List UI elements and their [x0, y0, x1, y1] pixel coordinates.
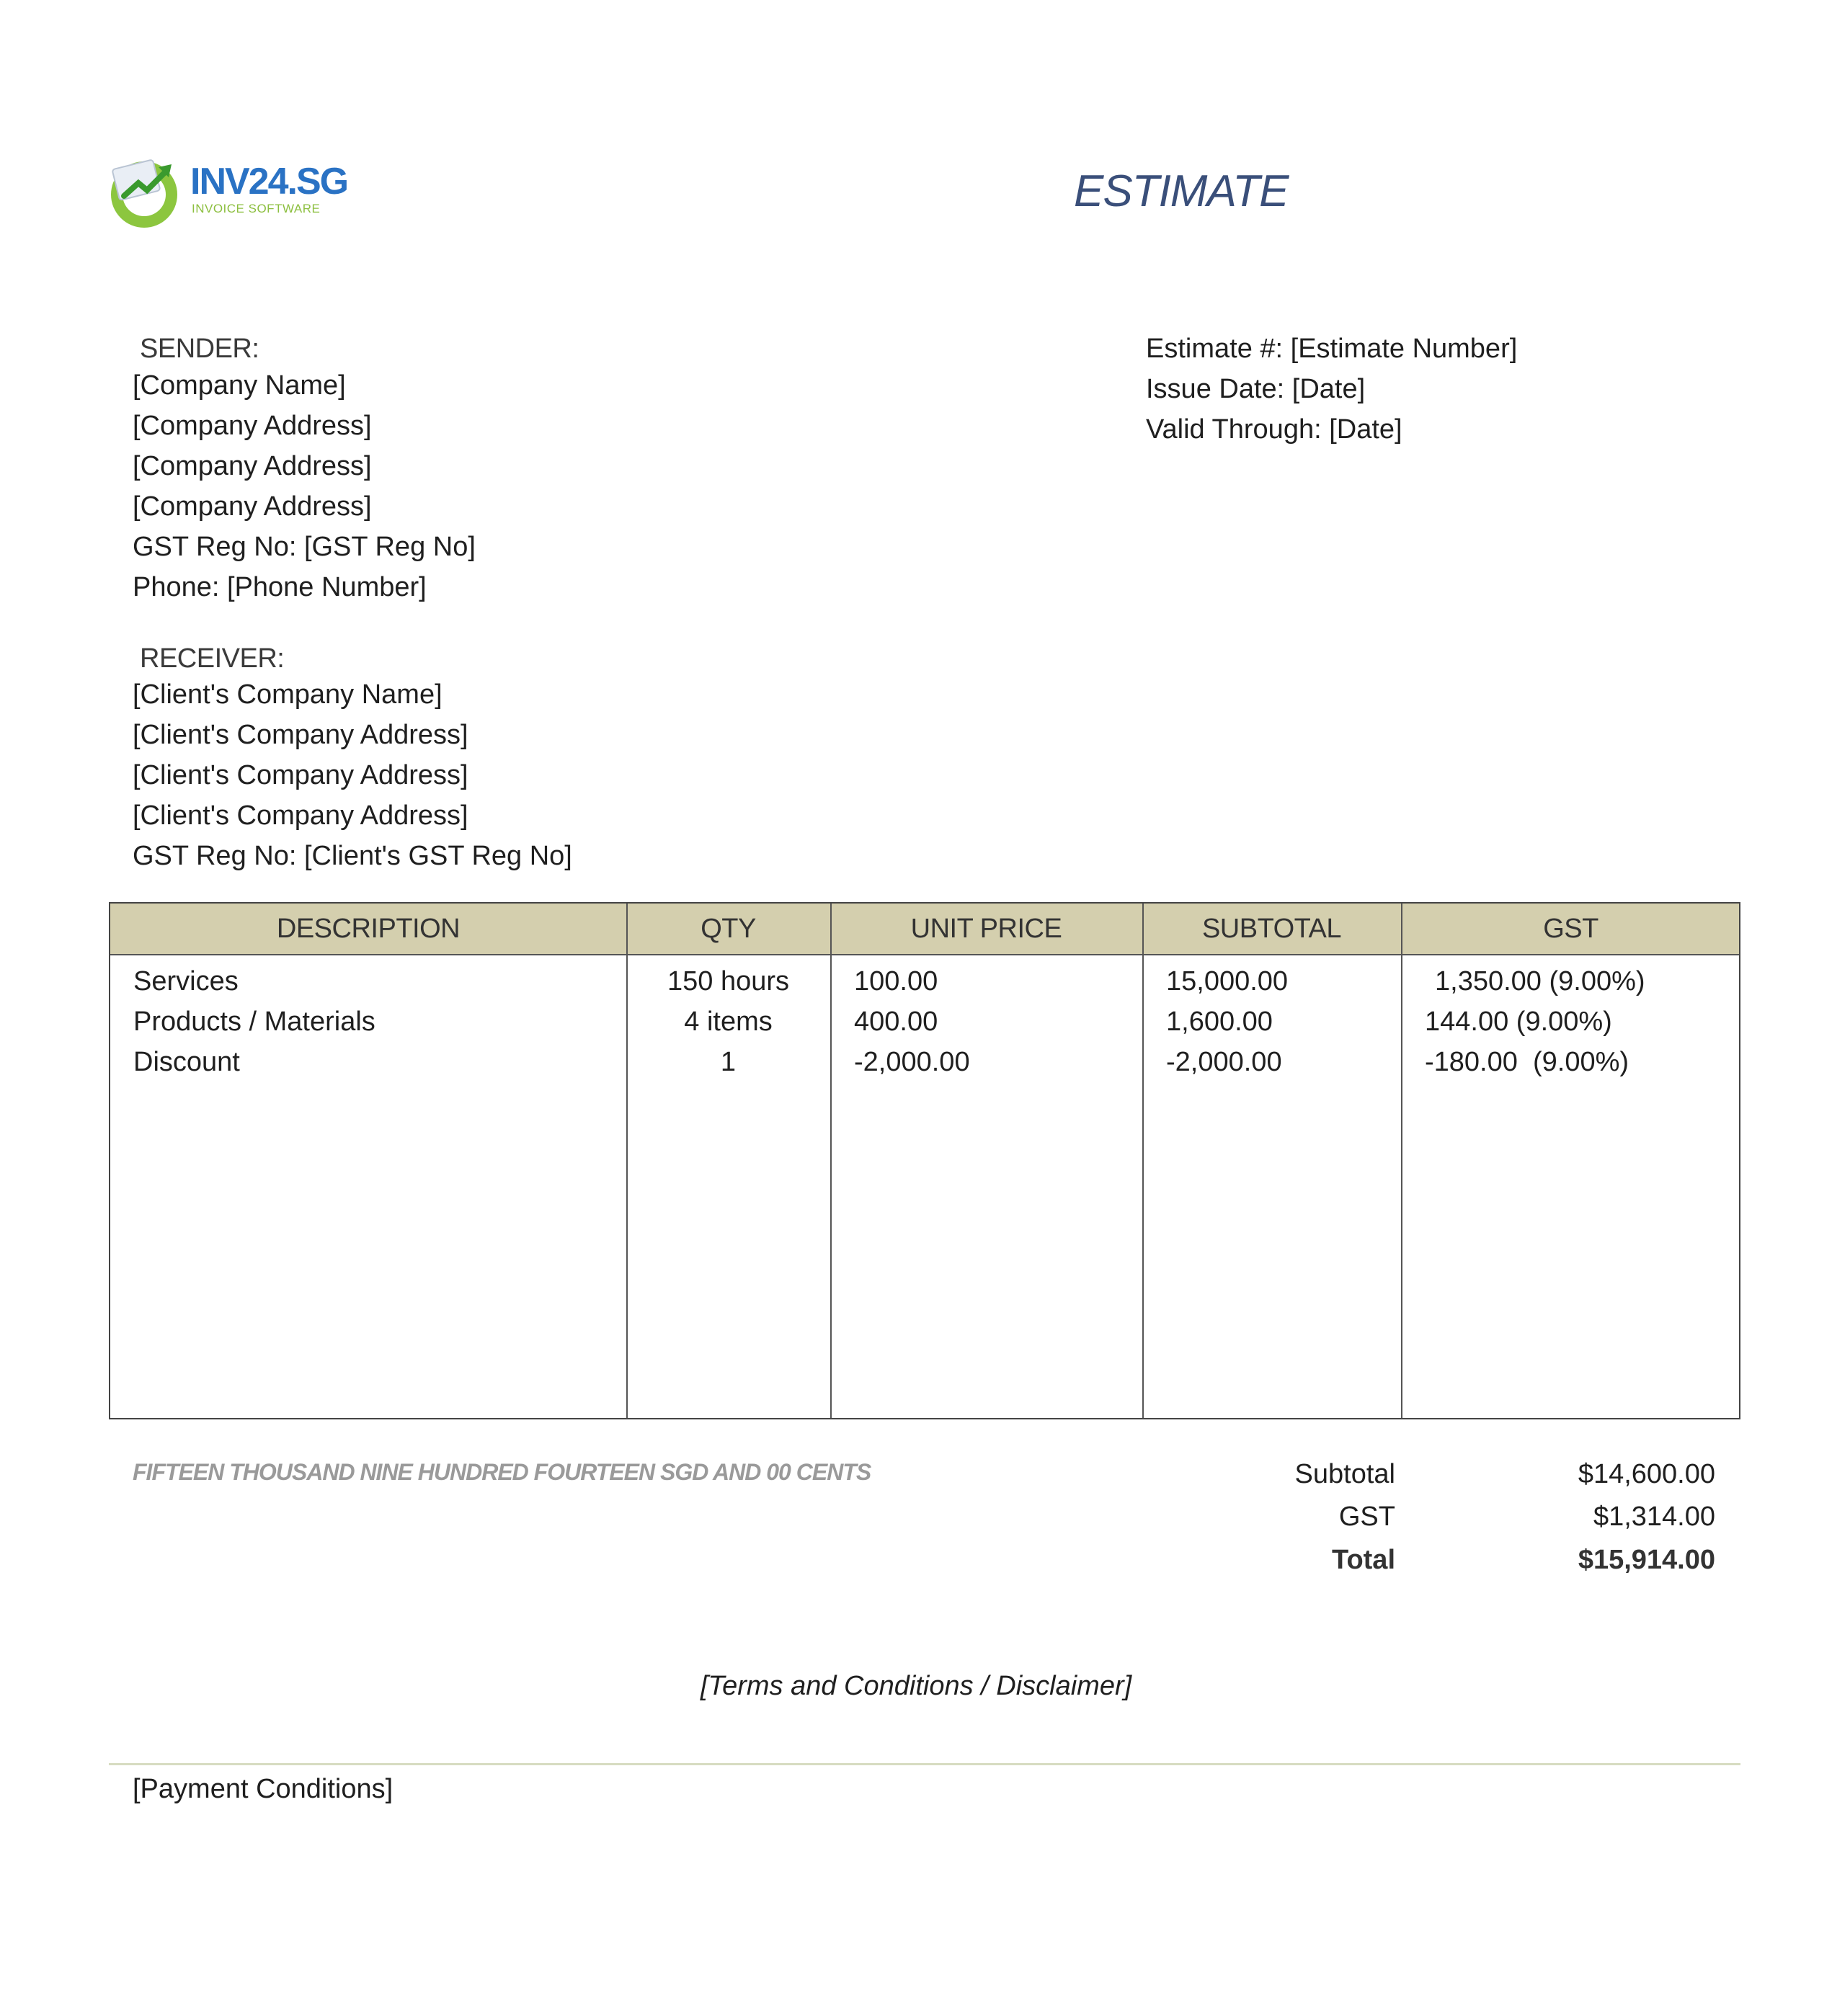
column-divider	[830, 904, 832, 1418]
issue-date: Issue Date: [Date]	[1146, 374, 1366, 404]
receiver-line: GST Reg No: [Client's GST Reg No]	[133, 841, 572, 871]
row-subtotal: 15,000.00	[1166, 966, 1289, 996]
sender-line: [Company Address]	[133, 411, 372, 441]
row-unit-price: 400.00	[854, 1007, 938, 1037]
row-description: Services	[133, 966, 239, 996]
receiver-line: [Client's Company Address]	[133, 760, 468, 790]
total-value: $15,914.00	[1578, 1545, 1715, 1575]
sender-line: [Company Address]	[133, 451, 372, 481]
row-unit-price: 100.00	[854, 966, 938, 996]
header-gst: GST	[1543, 914, 1598, 944]
sender-line: GST Reg No: [GST Reg No]	[133, 532, 476, 562]
header-unit-price: UNIT PRICE	[910, 914, 1062, 944]
payment-conditions: [Payment Conditions]	[133, 1774, 393, 1804]
column-divider	[1142, 904, 1144, 1418]
sender-line: [Company Address]	[133, 491, 372, 522]
subtotal-label: Subtotal	[1294, 1459, 1395, 1489]
gst-label: GST	[1338, 1502, 1395, 1532]
header-subtotal: SUBTOTAL	[1201, 914, 1342, 944]
header-description: DESCRIPTION	[276, 914, 461, 944]
row-unit-price: -2,000.00	[854, 1047, 970, 1077]
terms-and-conditions: [Terms and Conditions / Disclaimer]	[700, 1671, 1132, 1701]
estimate-number: Estimate #: [Estimate Number]	[1146, 334, 1518, 364]
logo-mark-icon	[107, 151, 186, 231]
header-qty: QTY	[701, 914, 756, 944]
row-gst: 1,350.00 (9.00%)	[1435, 966, 1645, 996]
gst-value: $1,314.00	[1593, 1502, 1715, 1532]
subtotal-value: $14,600.00	[1578, 1459, 1715, 1489]
row-description: Products / Materials	[133, 1007, 375, 1037]
row-subtotal: 1,600.00	[1166, 1007, 1273, 1037]
total-label: Total	[1332, 1545, 1395, 1575]
receiver-block	[133, 674, 572, 876]
sender-block	[133, 365, 476, 607]
row-description: Discount	[133, 1047, 240, 1077]
receiver-line: [Client's Company Name]	[133, 679, 443, 710]
valid-through: Valid Through: [Date]	[1146, 414, 1402, 445]
row-gst: -180.00 (9.00%)	[1425, 1047, 1629, 1077]
receiver-line: [Client's Company Address]	[133, 800, 468, 831]
sender-line: [Company Name]	[133, 370, 346, 401]
sender-heading: SENDER:	[140, 334, 259, 364]
row-subtotal: -2,000.00	[1166, 1047, 1282, 1077]
sender-line: Phone: [Phone Number]	[133, 572, 427, 602]
logo-tagline: INVOICE SOFTWARE	[192, 202, 321, 215]
row-qty: 4 items	[684, 1007, 773, 1037]
receiver-line: [Client's Company Address]	[133, 720, 468, 750]
footer-divider	[109, 1763, 1740, 1765]
row-qty: 1	[720, 1047, 737, 1077]
estimate-meta	[1146, 329, 1517, 450]
company-logo	[107, 151, 348, 231]
row-qty: 150 hours	[667, 966, 789, 996]
document-title: ESTIMATE	[1074, 166, 1289, 216]
receiver-heading: RECEIVER:	[140, 643, 285, 674]
logo-wordmark: INV24.SG	[190, 161, 348, 202]
amount-in-words: FIFTEEN THOUSAND NINE HUNDRED FOURTEEN SGD AND 00 CENTS	[133, 1459, 871, 1485]
line-items-table	[109, 902, 1740, 1419]
column-divider	[1401, 904, 1402, 1418]
row-gst: 144.00 (9.00%)	[1425, 1007, 1612, 1037]
